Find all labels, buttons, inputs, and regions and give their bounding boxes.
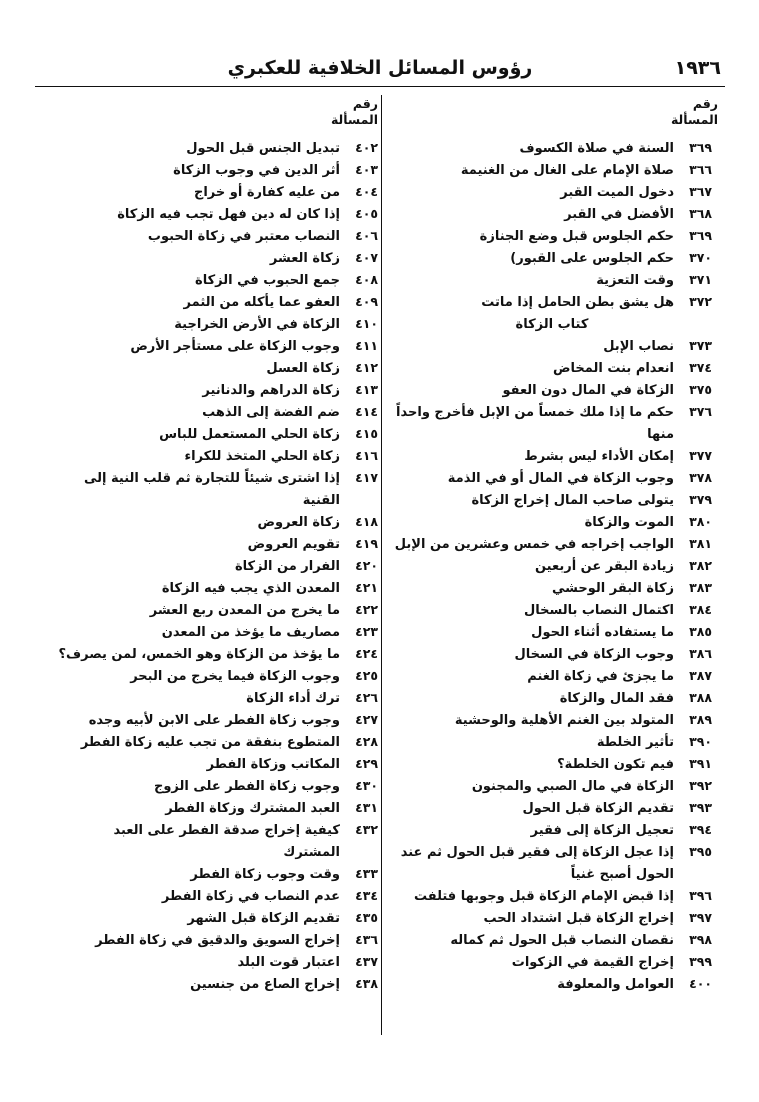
index-entry <box>392 600 712 622</box>
entry-title: المعدن الذي يجب فيه الزكاة <box>161 581 340 596</box>
index-entry <box>392 952 712 974</box>
entry-title: انعدام بنت المخاض <box>553 361 674 376</box>
index-entry <box>56 182 378 204</box>
index-entry <box>56 512 378 534</box>
entry-title: ضم الفضة إلى الذهب <box>202 405 340 420</box>
index-entry <box>56 974 378 996</box>
entry-number: ٤٢٨ <box>355 734 378 749</box>
entry-title: زكاة العروض <box>257 515 340 530</box>
entry-title: الزكاة في مال الصبي والمجنون <box>471 779 674 794</box>
entry-title: زكاة العشر <box>269 251 340 266</box>
entry-number: ٤١٠ <box>355 316 378 331</box>
entry-number: ٣٩٧ <box>689 910 712 925</box>
entry-number: ٣٩٤ <box>689 822 712 837</box>
entry-number: ٣٨٦ <box>689 646 712 661</box>
entry-number: ٣٧١ <box>689 272 712 287</box>
entry-number: ٤٢٦ <box>355 690 378 705</box>
entry-number: ٤١٨ <box>355 514 378 529</box>
index-entry <box>392 292 712 314</box>
entry-number: ٤٢٣ <box>355 624 378 639</box>
entry-number: ٣٨٠ <box>689 514 712 529</box>
index-entry <box>392 270 712 292</box>
index-entry <box>56 424 378 446</box>
section-heading: كتاب الزكاة <box>515 317 589 332</box>
entry-number: ٤٢١ <box>355 580 378 595</box>
entry-title: دخول الميت القبر <box>560 185 674 200</box>
entry-number: ٣٧٢ <box>689 294 712 309</box>
index-entry <box>56 380 378 402</box>
entry-title: النصاب معتبر في زكاة الحبوب <box>147 229 340 244</box>
index-entry <box>392 666 712 688</box>
index-entry <box>56 270 378 292</box>
index-entry <box>392 644 712 666</box>
index-entry <box>56 248 378 270</box>
entry-title: كيفية إخراج صدقة الفطر على العبد المشترك <box>113 823 340 860</box>
entry-title: وقت وجوب زكاة الفطر <box>190 867 340 882</box>
index-entry <box>56 688 378 710</box>
entry-title: فقد المال والزكاة <box>559 691 674 706</box>
entry-title: هل يشق بطن الحامل إذا ماتت <box>481 295 674 310</box>
index-entry <box>56 204 378 226</box>
entry-number: ٤١٣ <box>355 382 378 397</box>
right-index-column <box>392 138 712 996</box>
entry-title: المتطوع بنفقة من تجب عليه زكاة الفطر <box>80 735 340 750</box>
entry-title: إذا عجل الزكاة إلى فقير قبل الحول ثم عند الحول أصبح غنياً <box>400 845 674 882</box>
index-entry <box>56 732 378 754</box>
index-entry <box>392 908 712 930</box>
index-entry <box>56 666 378 688</box>
entry-title: أثر الدين في وجوب الزكاة <box>173 163 340 178</box>
entry-title: إمكان الأداء ليس بشرط <box>524 449 674 464</box>
entry-number: ٤٢٧ <box>355 712 378 727</box>
entry-title: زكاة البقر الوحشي <box>552 581 674 596</box>
entry-number: ٤٣١ <box>355 800 378 815</box>
entry-title: صلاة الإمام على الغال من الغنيمة <box>460 163 674 178</box>
index-entry <box>392 930 712 952</box>
entry-title: تأثير الخلطة <box>596 735 674 750</box>
index-entry <box>392 622 712 644</box>
entry-title: الموت والزكاة <box>584 515 674 530</box>
entry-number: ٤٢٢ <box>355 602 378 617</box>
index-entry <box>56 754 378 776</box>
entry-title: من عليه كفارة أو خراج <box>193 185 340 200</box>
page-title: رؤوس المسائل الخلافية للعكبري <box>227 57 533 79</box>
entry-number: ٤٠٠ <box>689 976 712 991</box>
entry-title: تقديم الزكاة قبل الحول <box>522 801 674 816</box>
entry-number: ٣٩١ <box>689 756 712 771</box>
entry-number: ٣٦٦ <box>689 162 712 177</box>
entry-number: ٣٩٩ <box>689 954 712 969</box>
index-entry <box>392 512 712 534</box>
entry-title: وجوب الزكاة في المال أو في الذمة <box>447 471 674 486</box>
entry-number: ٤٠٨ <box>355 272 378 287</box>
right-column-header-label: رقم المسألة <box>670 96 718 127</box>
index-entry <box>56 952 378 974</box>
entry-title: إذا كان له دين فهل تجب فيه الزكاة <box>117 207 340 222</box>
index-entry <box>56 226 378 248</box>
index-entry <box>392 754 712 776</box>
entry-number: ٣٩٢ <box>689 778 712 793</box>
index-entry <box>56 886 378 908</box>
index-entry <box>56 446 378 468</box>
entry-title: إخراج السويق والدقيق في زكاة الفطر <box>95 933 340 948</box>
index-entry <box>392 490 712 512</box>
entry-number: ٤٠٣ <box>355 162 378 177</box>
index-entry <box>56 336 378 358</box>
index-entry <box>56 864 378 886</box>
entry-number: ٤١٤ <box>355 404 378 419</box>
entry-title: وجوب زكاة الفطر على الابن لأبيه وجده <box>88 713 340 728</box>
entry-title: إخراج الزكاة قبل اشتداد الحب <box>483 911 674 926</box>
entry-number: ٣٨٧ <box>689 668 712 683</box>
entry-title: زكاة الحلي المستعمل للباس <box>159 427 340 442</box>
entry-title: حكم ما إذا ملك خمساً من الإبل فأخرج واحداً منها <box>396 405 674 442</box>
index-entry <box>392 556 712 578</box>
entry-number: ٤٠٩ <box>355 294 378 309</box>
left-index-column <box>56 138 378 996</box>
entry-number: ٤٣٨ <box>355 976 378 991</box>
index-entry <box>392 798 712 820</box>
index-entry <box>392 358 712 380</box>
index-entry <box>392 688 712 710</box>
entry-number: ٣٧٦ <box>689 404 712 419</box>
entry-number: ٤٠٦ <box>355 228 378 243</box>
entry-title: اعتبار قوت البلد <box>237 955 340 970</box>
entry-title: حكم الجلوس على القبور) <box>510 251 674 266</box>
index-entry <box>392 204 712 226</box>
entry-number: ٤٣٧ <box>355 954 378 969</box>
entry-number: ٣٧٣ <box>689 338 712 353</box>
entry-title: إخراج الصاع من جنسين <box>190 977 340 992</box>
entry-number: ٤٣٥ <box>355 910 378 925</box>
index-entry <box>392 380 712 402</box>
index-entry <box>392 226 712 248</box>
index-entry <box>56 644 378 666</box>
index-entry <box>392 138 712 160</box>
entry-number: ٤١٦ <box>355 448 378 463</box>
entry-number: ٤٢٤ <box>355 646 378 661</box>
entry-number: ٤١٢ <box>355 360 378 375</box>
entry-title: فيم تكون الخلطة؟ <box>557 757 674 772</box>
entry-title: تعجيل الزكاة إلى فقير <box>530 823 674 838</box>
left-column-header-label: رقم المسألة <box>330 96 378 127</box>
entry-title: المكاتب وزكاة الفطر <box>206 757 340 772</box>
index-entry <box>56 402 378 424</box>
index-entry <box>392 732 712 754</box>
entry-title: الفرار من الزكاة <box>234 559 340 574</box>
page-number: ١٩٣٦ <box>674 57 721 79</box>
entry-title: زيادة البقر عن أربعين <box>534 559 674 574</box>
entry-number: ٣٩٨ <box>689 932 712 947</box>
entry-title: زكاة الدراهم والدنانير <box>202 383 340 398</box>
index-entry <box>56 710 378 732</box>
index-entry <box>56 468 378 512</box>
entry-title: جمع الحبوب في الزكاة <box>195 273 340 288</box>
entry-title: الزكاة في الأرض الخراجية <box>174 317 340 332</box>
index-entry <box>56 600 378 622</box>
entry-title: وجوب الزكاة على مستأجر الأرض <box>130 339 340 354</box>
entry-number: ٣٨١ <box>689 536 712 551</box>
entry-title: وقت التعزية <box>596 273 674 288</box>
entry-title: وجوب الزكاة فيما يخرج من البحر <box>130 669 340 684</box>
entry-title: إذا قبض الإمام الزكاة قبل وجوبها فتلفت <box>413 889 674 904</box>
index-entry <box>56 776 378 798</box>
index-entry <box>392 776 712 798</box>
entry-title: اكتمال النصاب بالسخال <box>523 603 674 618</box>
entry-number: ٤١٥ <box>355 426 378 441</box>
entry-title: الزكاة في المال دون العفو <box>502 383 674 398</box>
entry-title: تقديم الزكاة قبل الشهر <box>187 911 340 926</box>
entry-title: ما يجزئ في زكاة الغنم <box>527 669 674 684</box>
index-entry <box>392 974 712 996</box>
entry-title: وجوب زكاة الفطر على الزوج <box>153 779 340 794</box>
entry-number: ٣٦٩ <box>689 140 712 155</box>
entry-number: ٤٣٢ <box>355 822 378 837</box>
entry-number: ٤٢٥ <box>355 668 378 683</box>
entry-number: ٣٨٣ <box>689 580 712 595</box>
entry-number: ٤٣٠ <box>355 778 378 793</box>
entry-number: ٣٧٨ <box>689 470 712 485</box>
index-entry <box>56 138 378 160</box>
index-entry <box>56 534 378 556</box>
index-entry <box>392 578 712 600</box>
entry-number: ٤٠٧ <box>355 250 378 265</box>
entry-number: ٣٨٨ <box>689 690 712 705</box>
column-divider <box>381 95 382 1035</box>
entry-number: ٣٧٩ <box>689 492 712 507</box>
entry-title: تقويم العروض <box>247 537 340 552</box>
entry-title: العبد المشترك وزكاة الفطر <box>165 801 340 816</box>
entry-number: ٤١٩ <box>355 536 378 551</box>
entry-number: ٤٠٥ <box>355 206 378 221</box>
entry-title: إذا اشترى شيئاً للتجارة ثم قلب النية إلى القنية <box>84 471 340 508</box>
index-entry <box>392 182 712 204</box>
index-entry <box>392 710 712 732</box>
entry-number: ٣٨٥ <box>689 624 712 639</box>
index-entry <box>392 160 712 182</box>
index-entry <box>56 622 378 644</box>
entry-title: العفو عما يأكله من الثمر <box>183 295 340 310</box>
entry-title: ترك أداء الزكاة <box>246 691 340 706</box>
entry-title: زكاة العسل <box>266 361 340 376</box>
entry-title: وجوب الزكاة في السخال <box>514 647 674 662</box>
index-entry <box>56 314 378 336</box>
entry-number: ٣٨٩ <box>689 712 712 727</box>
entry-title: الواجب إخراجه في خمس وعشرين من الإبل <box>394 537 674 552</box>
entry-title: عدم النصاب في زكاة الفطر <box>161 889 340 904</box>
index-entry <box>392 842 712 886</box>
entry-number: ٤٢٩ <box>355 756 378 771</box>
entry-number: ٣٧٤ <box>689 360 712 375</box>
entry-title: نصاب الإبل <box>603 339 674 354</box>
left-column-header <box>318 96 378 128</box>
index-entry <box>56 292 378 314</box>
entry-title: يتولى صاحب المال إخراج الزكاة <box>471 493 674 508</box>
entry-number: ٤١١ <box>355 338 378 353</box>
entry-number: ٣٧٠ <box>689 250 712 265</box>
entry-number: ٣٧٥ <box>689 382 712 397</box>
index-entry <box>392 248 712 270</box>
index-entry <box>392 534 712 556</box>
index-entry <box>392 336 712 358</box>
entry-number: ٤٣٦ <box>355 932 378 947</box>
index-entry <box>56 908 378 930</box>
index-entry <box>392 468 712 490</box>
entry-number: ٣٩٠ <box>689 734 712 749</box>
entry-title: السنة في صلاة الكسوف <box>519 141 674 156</box>
entry-title: إخراج القيمة في الزكوات <box>511 955 674 970</box>
entry-number: ٣٦٩ <box>689 228 712 243</box>
entry-number: ٣٩٣ <box>689 800 712 815</box>
entry-number: ٤١٧ <box>355 470 378 485</box>
entry-number: ٣٩٦ <box>689 888 712 903</box>
entry-title: تبديل الجنس قبل الحول <box>186 141 340 156</box>
entry-number: ٣٨٤ <box>689 602 712 617</box>
entry-title: المتولد بين الغنم الأهلية والوحشية <box>454 713 674 728</box>
index-entry <box>56 358 378 380</box>
index-entry <box>392 446 712 468</box>
entry-title: ما يؤخذ من الزكاة وهو الخمس، لمن يصرف؟ <box>58 647 340 662</box>
entry-number: ٤٣٤ <box>355 888 378 903</box>
entry-number: ٤٠٤ <box>355 184 378 199</box>
entry-title: الأفضل في القبر <box>564 207 674 222</box>
index-entry <box>56 820 378 864</box>
entry-title: ما يخرج من المعدن ربع العشر <box>149 603 340 618</box>
entry-title: مصاريف ما يؤخذ من المعدن <box>161 625 340 640</box>
index-entry <box>392 886 712 908</box>
index-entry <box>56 930 378 952</box>
entry-number: ٤٢٠ <box>355 558 378 573</box>
entry-number: ٣٨٢ <box>689 558 712 573</box>
entry-title: زكاة الحلي المتخذ للكراء <box>184 449 340 464</box>
index-entry <box>392 820 712 842</box>
index-entry <box>56 556 378 578</box>
index-entry <box>56 578 378 600</box>
index-entry <box>56 798 378 820</box>
entry-number: ٣٦٨ <box>689 206 712 221</box>
index-entry <box>56 160 378 182</box>
entry-number: ٣٧٧ <box>689 448 712 463</box>
header-rule <box>35 86 725 87</box>
index-entry <box>392 402 712 446</box>
entry-title: العوامل والمعلوفة <box>557 977 674 992</box>
entry-number: ٤٠٢ <box>355 140 378 155</box>
page-header <box>35 55 725 87</box>
entry-title: نقصان النصاب قبل الحول ثم كماله <box>450 933 674 948</box>
entry-number: ٣٩٥ <box>689 844 712 859</box>
entry-number: ٣٦٧ <box>689 184 712 199</box>
entry-title: ما يستفاده أثناء الحول <box>531 625 674 640</box>
entry-number: ٤٣٣ <box>355 866 378 881</box>
right-column-header <box>658 96 718 128</box>
entry-title: حكم الجلوس قبل وضع الجنازة <box>479 229 674 244</box>
